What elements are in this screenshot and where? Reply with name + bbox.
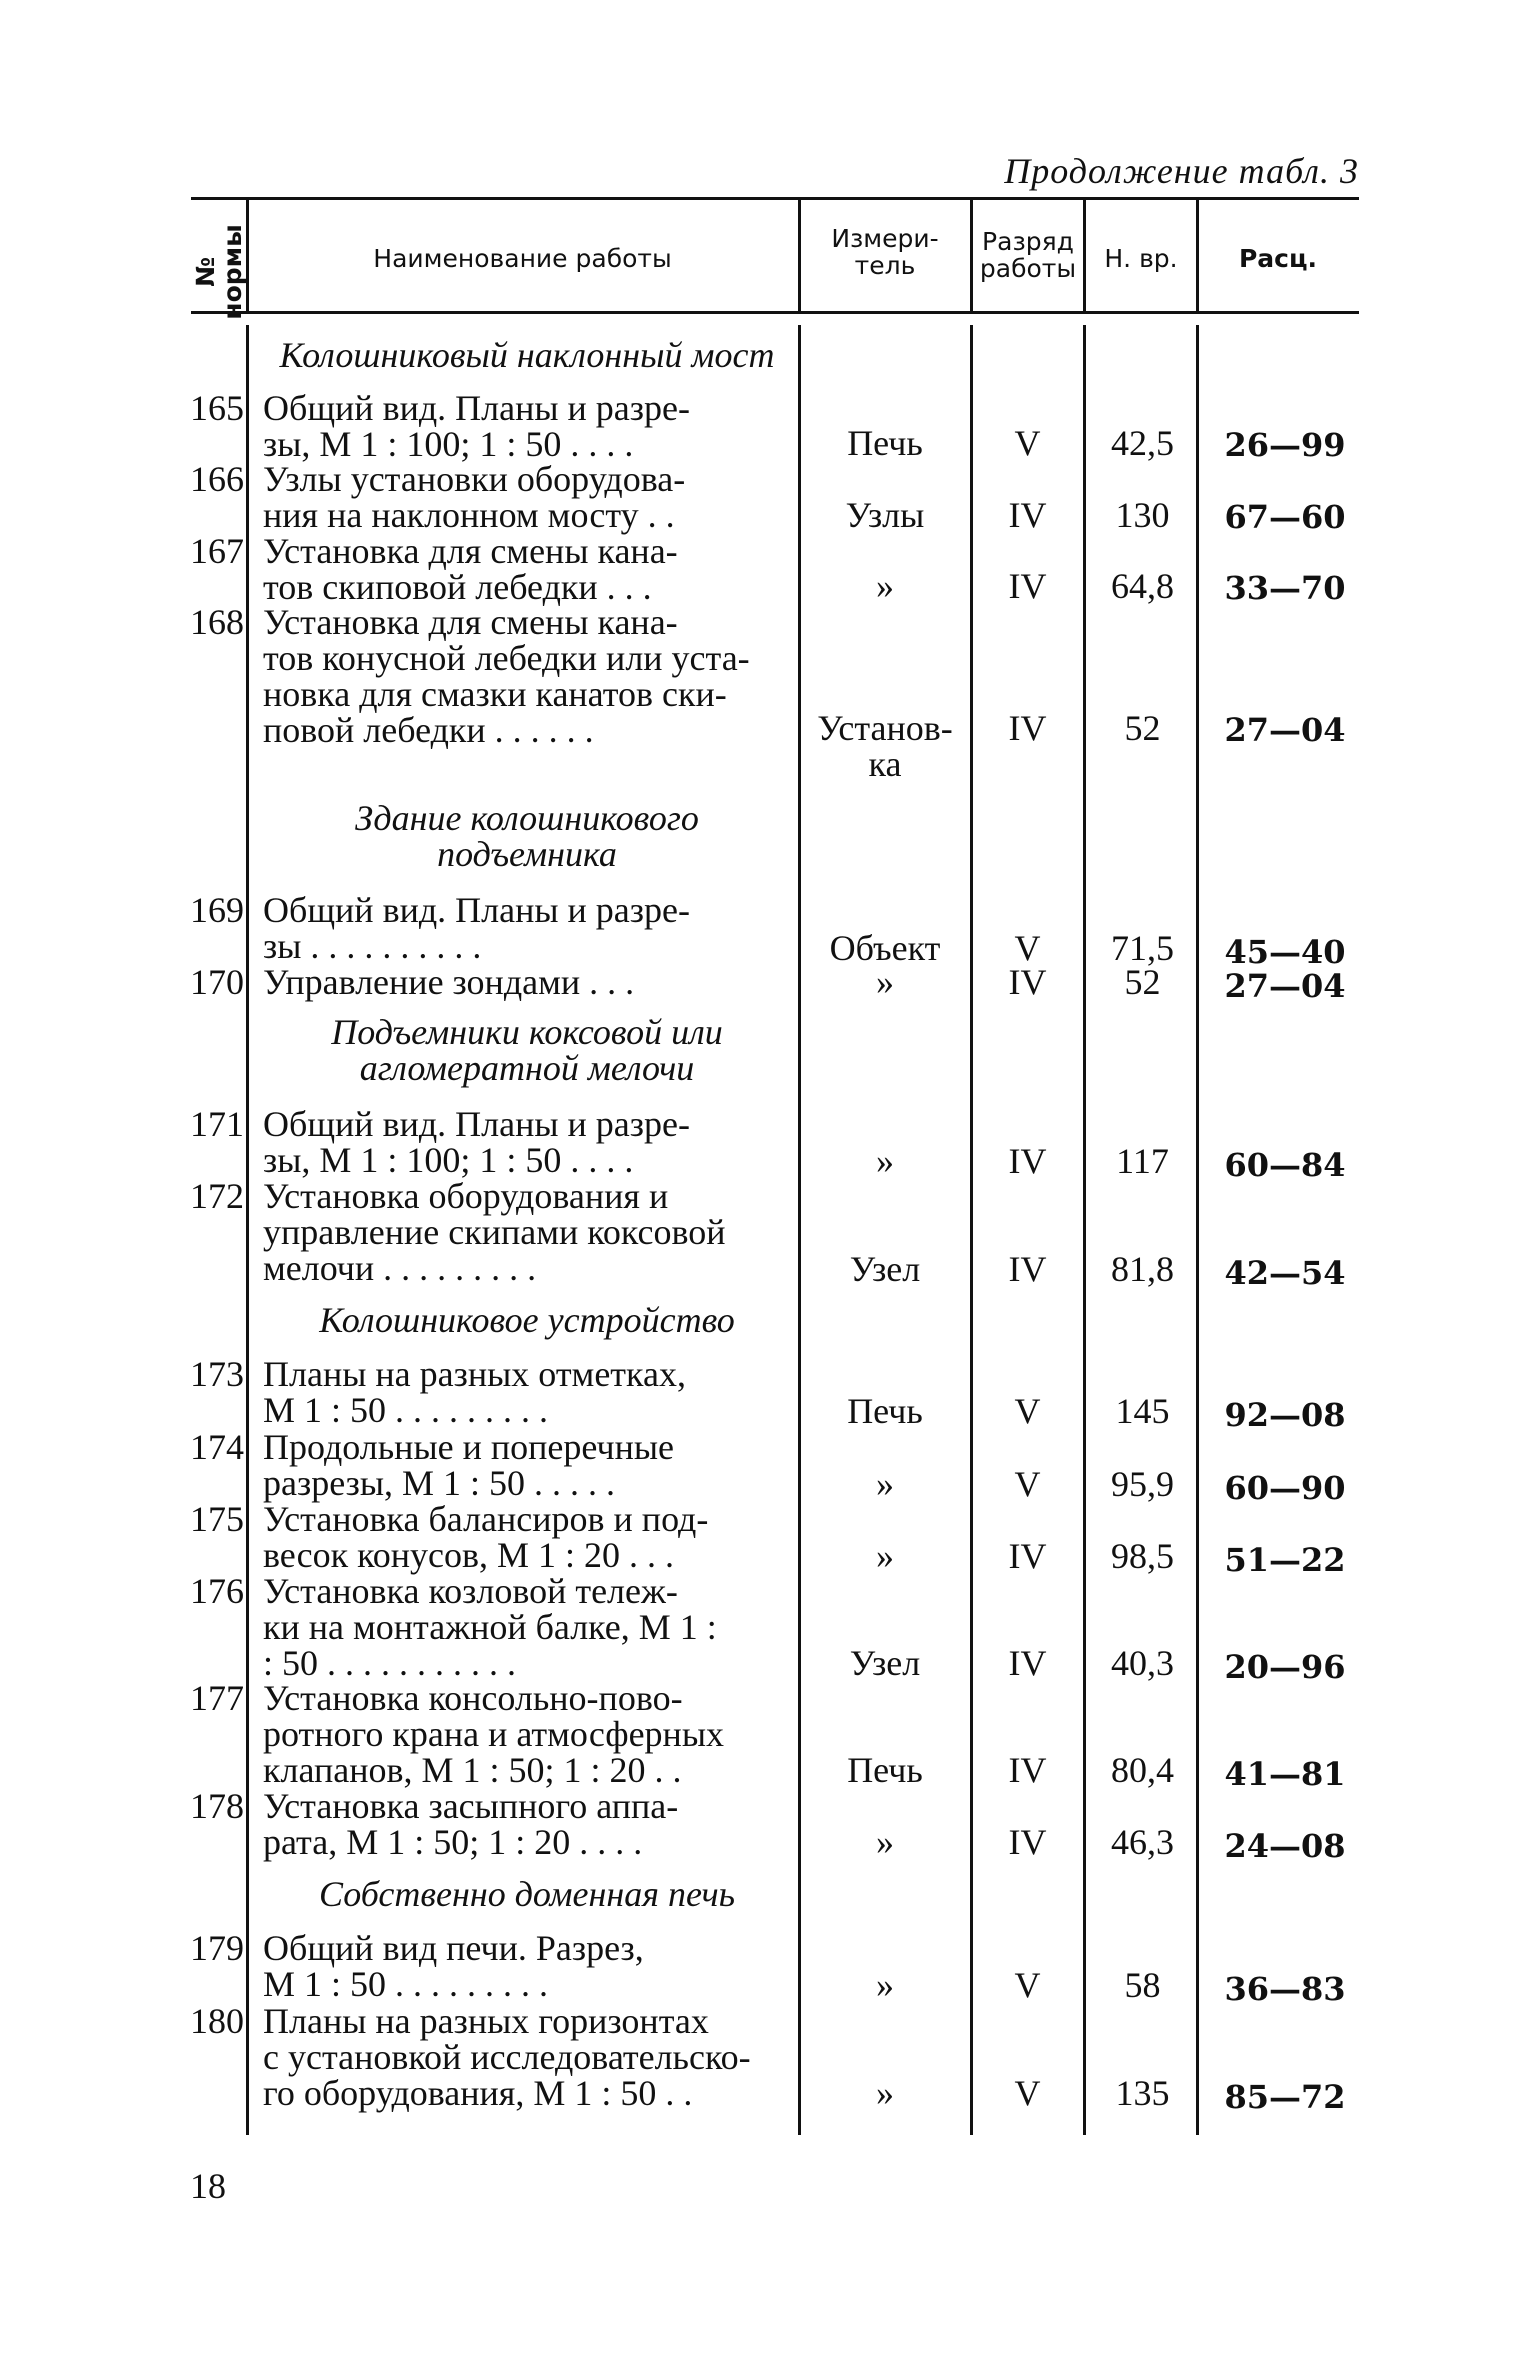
norm-number: 176 <box>190 1571 244 1611</box>
grade-value: V <box>1014 423 1041 463</box>
grade-value: IV <box>1008 1822 1047 1862</box>
unit-value: Объект <box>829 928 941 968</box>
norm-number: 174 <box>190 1427 244 1467</box>
grade-value: V <box>1014 1965 1041 2005</box>
work-name: Продольные и поперечные разрезы, М 1 : 50 . . . . . <box>263 1427 675 1503</box>
grade-value: IV <box>1008 1750 1047 1790</box>
unit-value: » <box>876 1965 894 2005</box>
norm-number: 165 <box>190 388 244 428</box>
unit-value: » <box>876 566 894 606</box>
rate-value: 67—60 <box>1224 498 1346 536</box>
rate-value: 51—22 <box>1224 1541 1346 1579</box>
rate-value: 92—08 <box>1224 1396 1346 1434</box>
norm-number: 179 <box>190 1928 244 1968</box>
hours-value: 130 <box>1115 495 1170 535</box>
unit-value: » <box>876 1464 894 1504</box>
unit-value: Печь <box>847 1391 923 1431</box>
grade-value: IV <box>1008 1141 1047 1181</box>
work-name: Установка консольно-пово- ротного крана и атмосферных клапанов, М 1 : 50; 1 : 20 . . <box>263 1678 725 1790</box>
section-title: Колошниковый наклонный мост <box>279 335 775 375</box>
hours-value: 98,5 <box>1111 1536 1174 1576</box>
work-name: Общий вид. Планы и разре- зы . . . . . . . . . . <box>263 890 690 966</box>
header-hours-label: Н. вр. <box>1104 244 1178 273</box>
rate-value: 33—70 <box>1224 569 1346 607</box>
norm-number: 173 <box>190 1354 244 1394</box>
work-name: Установка засыпного аппа- рата, М 1 : 50; 1 : 20 . . . . <box>263 1786 679 1862</box>
grade-value: V <box>1014 1464 1041 1504</box>
norm-number: 167 <box>190 531 244 571</box>
hours-value: 58 <box>1124 1965 1161 2005</box>
section-title: Колошниковое устройство <box>319 1300 735 1340</box>
section-title: Здание колошникового подъемника <box>355 798 699 874</box>
work-name: Установка для смены кана- тов конусной лебедки или уста- новка для смазки канатов ски- повой лебедки . . . . . . <box>263 602 750 750</box>
rate-value: 60—84 <box>1224 1146 1346 1184</box>
work-name: Планы на разных горизонтах с установкой исследовательско- го оборудования, М 1 : 50 . . <box>263 2001 751 2113</box>
work-name: Узлы установки оборудова- ния на наклонном мосту . . <box>263 459 686 535</box>
norm-number: 171 <box>190 1104 244 1144</box>
grade-value: IV <box>1008 566 1047 606</box>
unit-value: Печь <box>847 423 923 463</box>
unit-value: » <box>876 1141 894 1181</box>
norm-number: 178 <box>190 1786 244 1826</box>
unit-value: Узел <box>849 1249 921 1289</box>
work-name: Планы на разных отметках, М 1 : 50 . . . . . . . . . <box>263 1354 686 1430</box>
work-name: Общий вид. Планы и разре- зы, М 1 : 100; 1 : 50 . . . . <box>263 1104 690 1180</box>
hours-value: 95,9 <box>1111 1464 1174 1504</box>
norm-number: 172 <box>190 1176 244 1216</box>
unit-value: Узел <box>849 1643 921 1683</box>
grade-value: IV <box>1008 1643 1047 1683</box>
section-title: Собственно доменная печь <box>318 1874 736 1914</box>
grade-value: IV <box>1008 495 1047 535</box>
section-title: Подъемники коксовой или агломератной мелочи <box>331 1012 723 1088</box>
norm-number: 175 <box>190 1499 244 1539</box>
unit-value: Печь <box>847 1750 923 1790</box>
hours-value: 52 <box>1124 962 1161 1002</box>
grade-value: IV <box>1008 708 1047 748</box>
work-name: Управление зондами . . . <box>263 962 635 1002</box>
continuation-caption: Продолжение табл. 3 <box>1004 151 1359 191</box>
hours-value: 64,8 <box>1111 566 1174 606</box>
norm-number: 166 <box>190 459 244 499</box>
work-name: Общий вид печи. Разрез, М 1 : 50 . . . . . . . . . <box>263 1928 644 2004</box>
hours-value: 40,3 <box>1111 1643 1174 1683</box>
header-grade-label: Разряд работы <box>979 227 1077 283</box>
work-name: Установка балансиров и под- весок конусов, М 1 : 20 . . . <box>263 1499 709 1575</box>
rate-value: 85—72 <box>1224 2078 1346 2116</box>
page-number: 18 <box>190 2166 226 2206</box>
rate-value: 45—40 <box>1224 933 1346 971</box>
rate-value: 24—08 <box>1224 1827 1346 1865</box>
grade-value: V <box>1014 1391 1041 1431</box>
rate-value: 41—81 <box>1224 1755 1346 1793</box>
hours-value: 117 <box>1116 1141 1169 1181</box>
unit-value: » <box>876 1822 894 1862</box>
hours-value: 71,5 <box>1111 928 1174 968</box>
norm-number: 168 <box>190 602 244 642</box>
norm-number: 169 <box>190 890 244 930</box>
rate-value: 60—90 <box>1224 1469 1346 1507</box>
grade-value: IV <box>1008 1536 1047 1576</box>
unit-value: Узлы <box>845 495 925 535</box>
hours-value: 52 <box>1124 708 1161 748</box>
rate-value: 27—04 <box>1224 967 1346 1005</box>
unit-value: Установ- ка <box>817 708 953 784</box>
work-name: Установка для смены кана- тов скиповой лебедки . . . <box>263 531 678 607</box>
hours-value: 42,5 <box>1111 423 1174 463</box>
work-name: Общий вид. Планы и разре- зы, М 1 : 100; 1 : 50 . . . . <box>263 388 690 464</box>
unit-value: » <box>876 962 894 1002</box>
grade-value: V <box>1014 2073 1041 2113</box>
norm-number: 177 <box>190 1678 244 1718</box>
rate-value: 36—83 <box>1224 1970 1346 2008</box>
rate-value: 26—99 <box>1224 426 1346 464</box>
unit-value: » <box>876 1536 894 1576</box>
norm-number: 180 <box>190 2001 244 2041</box>
grade-value: IV <box>1008 962 1047 1002</box>
hours-value: 80,4 <box>1111 1750 1174 1790</box>
hours-value: 135 <box>1115 2073 1170 2113</box>
grade-value: IV <box>1008 1249 1047 1289</box>
rate-value: 42—54 <box>1224 1254 1346 1292</box>
hours-value: 46,3 <box>1111 1822 1174 1862</box>
work-name: Установка оборудования и управление скипами коксовой мелочи . . . . . . . . . <box>263 1176 726 1288</box>
header-name-label: Наименование работы <box>373 244 672 273</box>
rate-value: 20—96 <box>1224 1648 1346 1686</box>
rate-value: 27—04 <box>1224 711 1346 749</box>
header-number-label: № нормы <box>191 224 247 320</box>
unit-value: » <box>876 2073 894 2113</box>
header-rate-label: Расц. <box>1238 244 1318 273</box>
hours-value: 145 <box>1115 1391 1170 1431</box>
grade-value: V <box>1014 928 1041 968</box>
norm-number: 170 <box>190 962 244 1002</box>
hours-value: 81,8 <box>1111 1249 1174 1289</box>
header-unit-label: Измери- тель <box>831 224 939 280</box>
work-name: Установка козловой тележ- ки на монтажной балке, М 1 : : 50 . . . . . . . . . . . <box>263 1571 717 1683</box>
